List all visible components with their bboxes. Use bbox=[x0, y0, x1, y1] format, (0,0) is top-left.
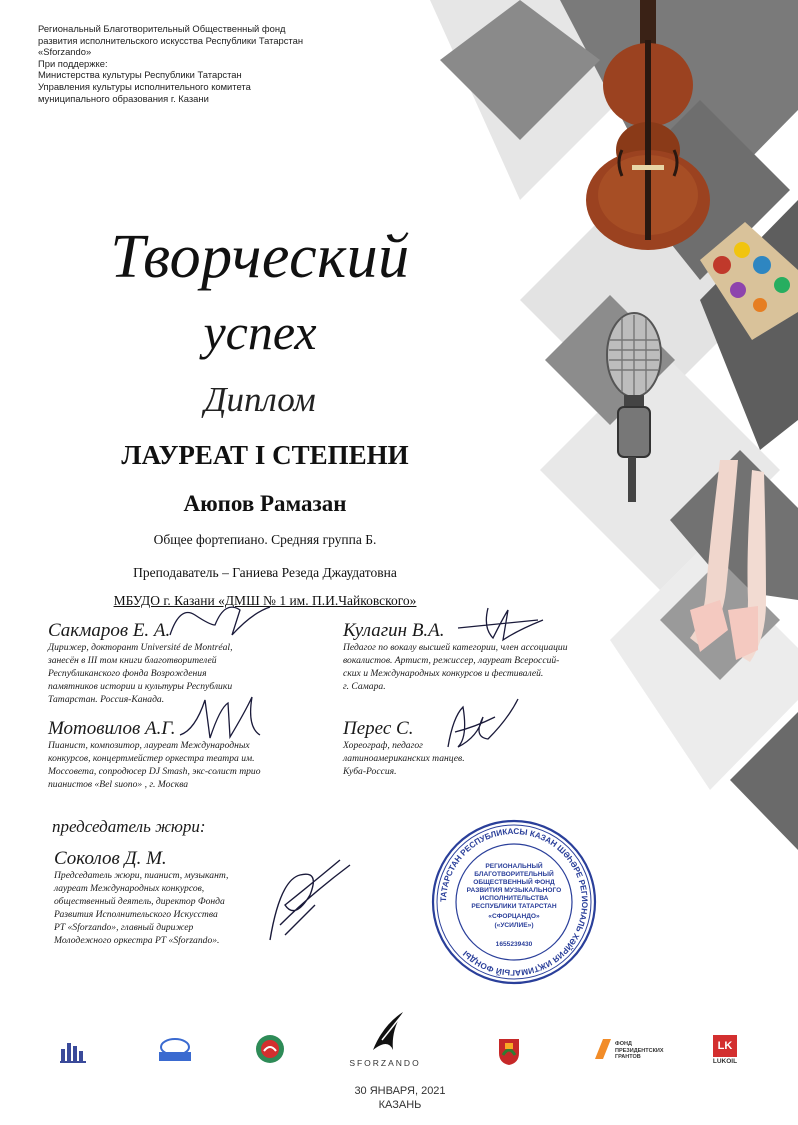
org-line: Региональный Благотворительный Общественный фонд bbox=[38, 23, 286, 34]
juror-name: Кулагин В.А. bbox=[343, 620, 445, 641]
stamp-line: РЕГИОНАЛЬНЫЙ bbox=[485, 863, 543, 870]
event-city: КАЗАНЬ bbox=[378, 1099, 422, 1111]
juror-desc-line: пианистов «Bel suono» , г. Москва bbox=[48, 779, 189, 790]
juror-name: Перес С. bbox=[343, 718, 414, 739]
chair-name: Соколов Д. М. bbox=[54, 848, 167, 869]
chair-desc-line: Развития Исполнительского Искусства bbox=[54, 909, 218, 920]
org-line: «Sforzando» bbox=[38, 46, 92, 58]
juror-name: Мотовилов А.Г. bbox=[48, 718, 176, 739]
chair-desc-line: общественный деятель, директор Фонда bbox=[54, 896, 225, 907]
signature-sakmarov bbox=[165, 600, 275, 645]
sforzando-logo-text: SFORZANDO bbox=[349, 1058, 421, 1068]
fund-line: ПРЕЗИДЕНТСКИХ bbox=[615, 1047, 664, 1054]
signature-peres bbox=[440, 697, 525, 757]
tv-channel-logo-icon bbox=[155, 1035, 195, 1065]
stamp-line: ОБЩЕСТВЕННЫЙ ФОНД bbox=[473, 879, 555, 886]
city-logo-icon bbox=[58, 1035, 88, 1065]
juror-desc-line: Татарстан. Россия-Канада. bbox=[48, 694, 165, 705]
fund-line: ФОНД bbox=[615, 1041, 632, 1047]
signature-motovilov bbox=[175, 690, 270, 745]
event-date: 30 ЯНВАРЯ, 2021 bbox=[354, 1085, 446, 1097]
chair-desc-line: Председатель жюри, пианист, музыкант, bbox=[54, 870, 229, 881]
diploma-subtitle: Диплом bbox=[204, 380, 316, 419]
presidential-grants-text bbox=[615, 1041, 664, 1061]
sforzando-logo-icon bbox=[368, 1010, 408, 1054]
juror-desc-line: памятников истории и культуры Республики bbox=[48, 681, 233, 692]
chair-description bbox=[54, 869, 284, 947]
stamp-line: «СФОРЦАНДО» bbox=[488, 913, 540, 920]
org-line: муниципального образования г. Казани bbox=[38, 92, 209, 104]
juror-desc-line: Республиканского фонда Возрождения bbox=[48, 668, 207, 679]
diploma-title-line2: успех bbox=[203, 304, 317, 360]
laureate-name: Аюпов Рамазан bbox=[183, 491, 347, 516]
kazan-coat-of-arms-icon bbox=[497, 1037, 521, 1065]
diploma-title: Творческий bbox=[110, 223, 410, 291]
stamp-outer-text: ТАТАРСТАН РЕСПУБЛИКАСЫ КАЗАН ШӘҺӘРЕ РЕГИОНАЛЬ ХӘЙРИЯ ИҖТИМАГЫЙ ФОНДЫ bbox=[438, 826, 590, 978]
stamp-line: РЕСПУБЛИКИ ТАТАРСТАН bbox=[471, 903, 557, 910]
presidential-grants-icon bbox=[593, 1037, 613, 1061]
org-line: При поддержке: bbox=[38, 57, 108, 69]
chair-desc-line: Молодежного оркестра РТ «Sforzando». bbox=[54, 935, 220, 946]
signature-sokolov bbox=[260, 855, 360, 950]
juror-desc-line: Моссовета, сопродюсер DJ Smash, экс-солист трио bbox=[48, 766, 261, 777]
stamp-number: 1655239430 bbox=[495, 941, 533, 948]
stamp-line: («УСИЛИЕ») bbox=[494, 922, 534, 929]
stamp-line: БЛАГОТВОРИТЕЛЬНЫЙ bbox=[474, 871, 554, 878]
juror-desc-line: г. Самара. bbox=[343, 681, 386, 692]
laureate-degree: ЛАУРЕАТ I СТЕПЕНИ bbox=[121, 440, 409, 470]
juror-desc-line: Педагог по вокалу высшей категории, член ассоциации bbox=[343, 642, 568, 653]
stamp-line: РАЗВИТИЯ МУЗЫКАЛЬНОГО bbox=[466, 887, 562, 894]
tatarstan-emblem-icon bbox=[255, 1033, 285, 1065]
juror-desc-line: конкурсов, концертмейстер оркестра театра им. bbox=[48, 753, 255, 764]
official-stamp bbox=[430, 818, 598, 986]
nomination: Общее фортепиано. Средняя группа Б. bbox=[153, 532, 377, 547]
chair-label: председатель жюри: bbox=[52, 817, 206, 836]
teacher: Преподаватель – Ганиева Резеда Джаудатовна bbox=[133, 565, 397, 580]
event-date-place bbox=[300, 1084, 500, 1112]
juror-desc-line: ских и Международных конкурсов и фестивалей. bbox=[343, 668, 544, 679]
juror-name: Сакмаров Е. А. bbox=[48, 620, 171, 641]
juror-desc-line: Дирижер, докторант Université de Montréal, bbox=[48, 642, 233, 653]
juror-desc-line: занесён в III том книги благотворителей bbox=[48, 655, 217, 666]
jury-chair bbox=[54, 848, 284, 947]
juror-desc-line: Хореограф, педагог bbox=[343, 740, 423, 751]
juror-desc-line: Пианист, композитор, лауреат Международных bbox=[48, 740, 250, 751]
org-line: Министерства культуры Республики Татарстан bbox=[38, 69, 242, 81]
organization-header bbox=[38, 23, 378, 104]
chair-desc-line: РТ «Sforzando», главный дирижер bbox=[54, 922, 194, 933]
org-line: развития исполнительского искусства Республики Татарстан bbox=[38, 34, 304, 46]
juror-desc-line: вокалистов. Артист, режиссер, лауреат Всероссий- bbox=[343, 655, 560, 666]
juror-desc-line: латиноамериканских танцев. bbox=[343, 753, 465, 764]
lukoil-icon: LK bbox=[713, 1035, 737, 1057]
school: МБУДО г. Казани «ДМШ № 1 им. П.И.Чайковского» bbox=[113, 593, 417, 608]
juror-description bbox=[343, 641, 623, 693]
juror-desc-line: Куба-Россия. bbox=[343, 766, 397, 777]
chair-desc-line: лауреат Международных конкурсов, bbox=[54, 883, 205, 894]
org-line: Управления культуры исполнительного комитета bbox=[38, 80, 251, 92]
signature-kulagin bbox=[448, 603, 558, 645]
lukoil-text: LUKOIL bbox=[712, 1058, 738, 1065]
fund-line: ГРАНТОВ bbox=[615, 1054, 641, 1060]
stamp-line: ИСПОЛНИТЕЛЬСТВА bbox=[479, 895, 549, 902]
partner-logos bbox=[0, 1025, 798, 1075]
juror-description bbox=[48, 739, 338, 791]
